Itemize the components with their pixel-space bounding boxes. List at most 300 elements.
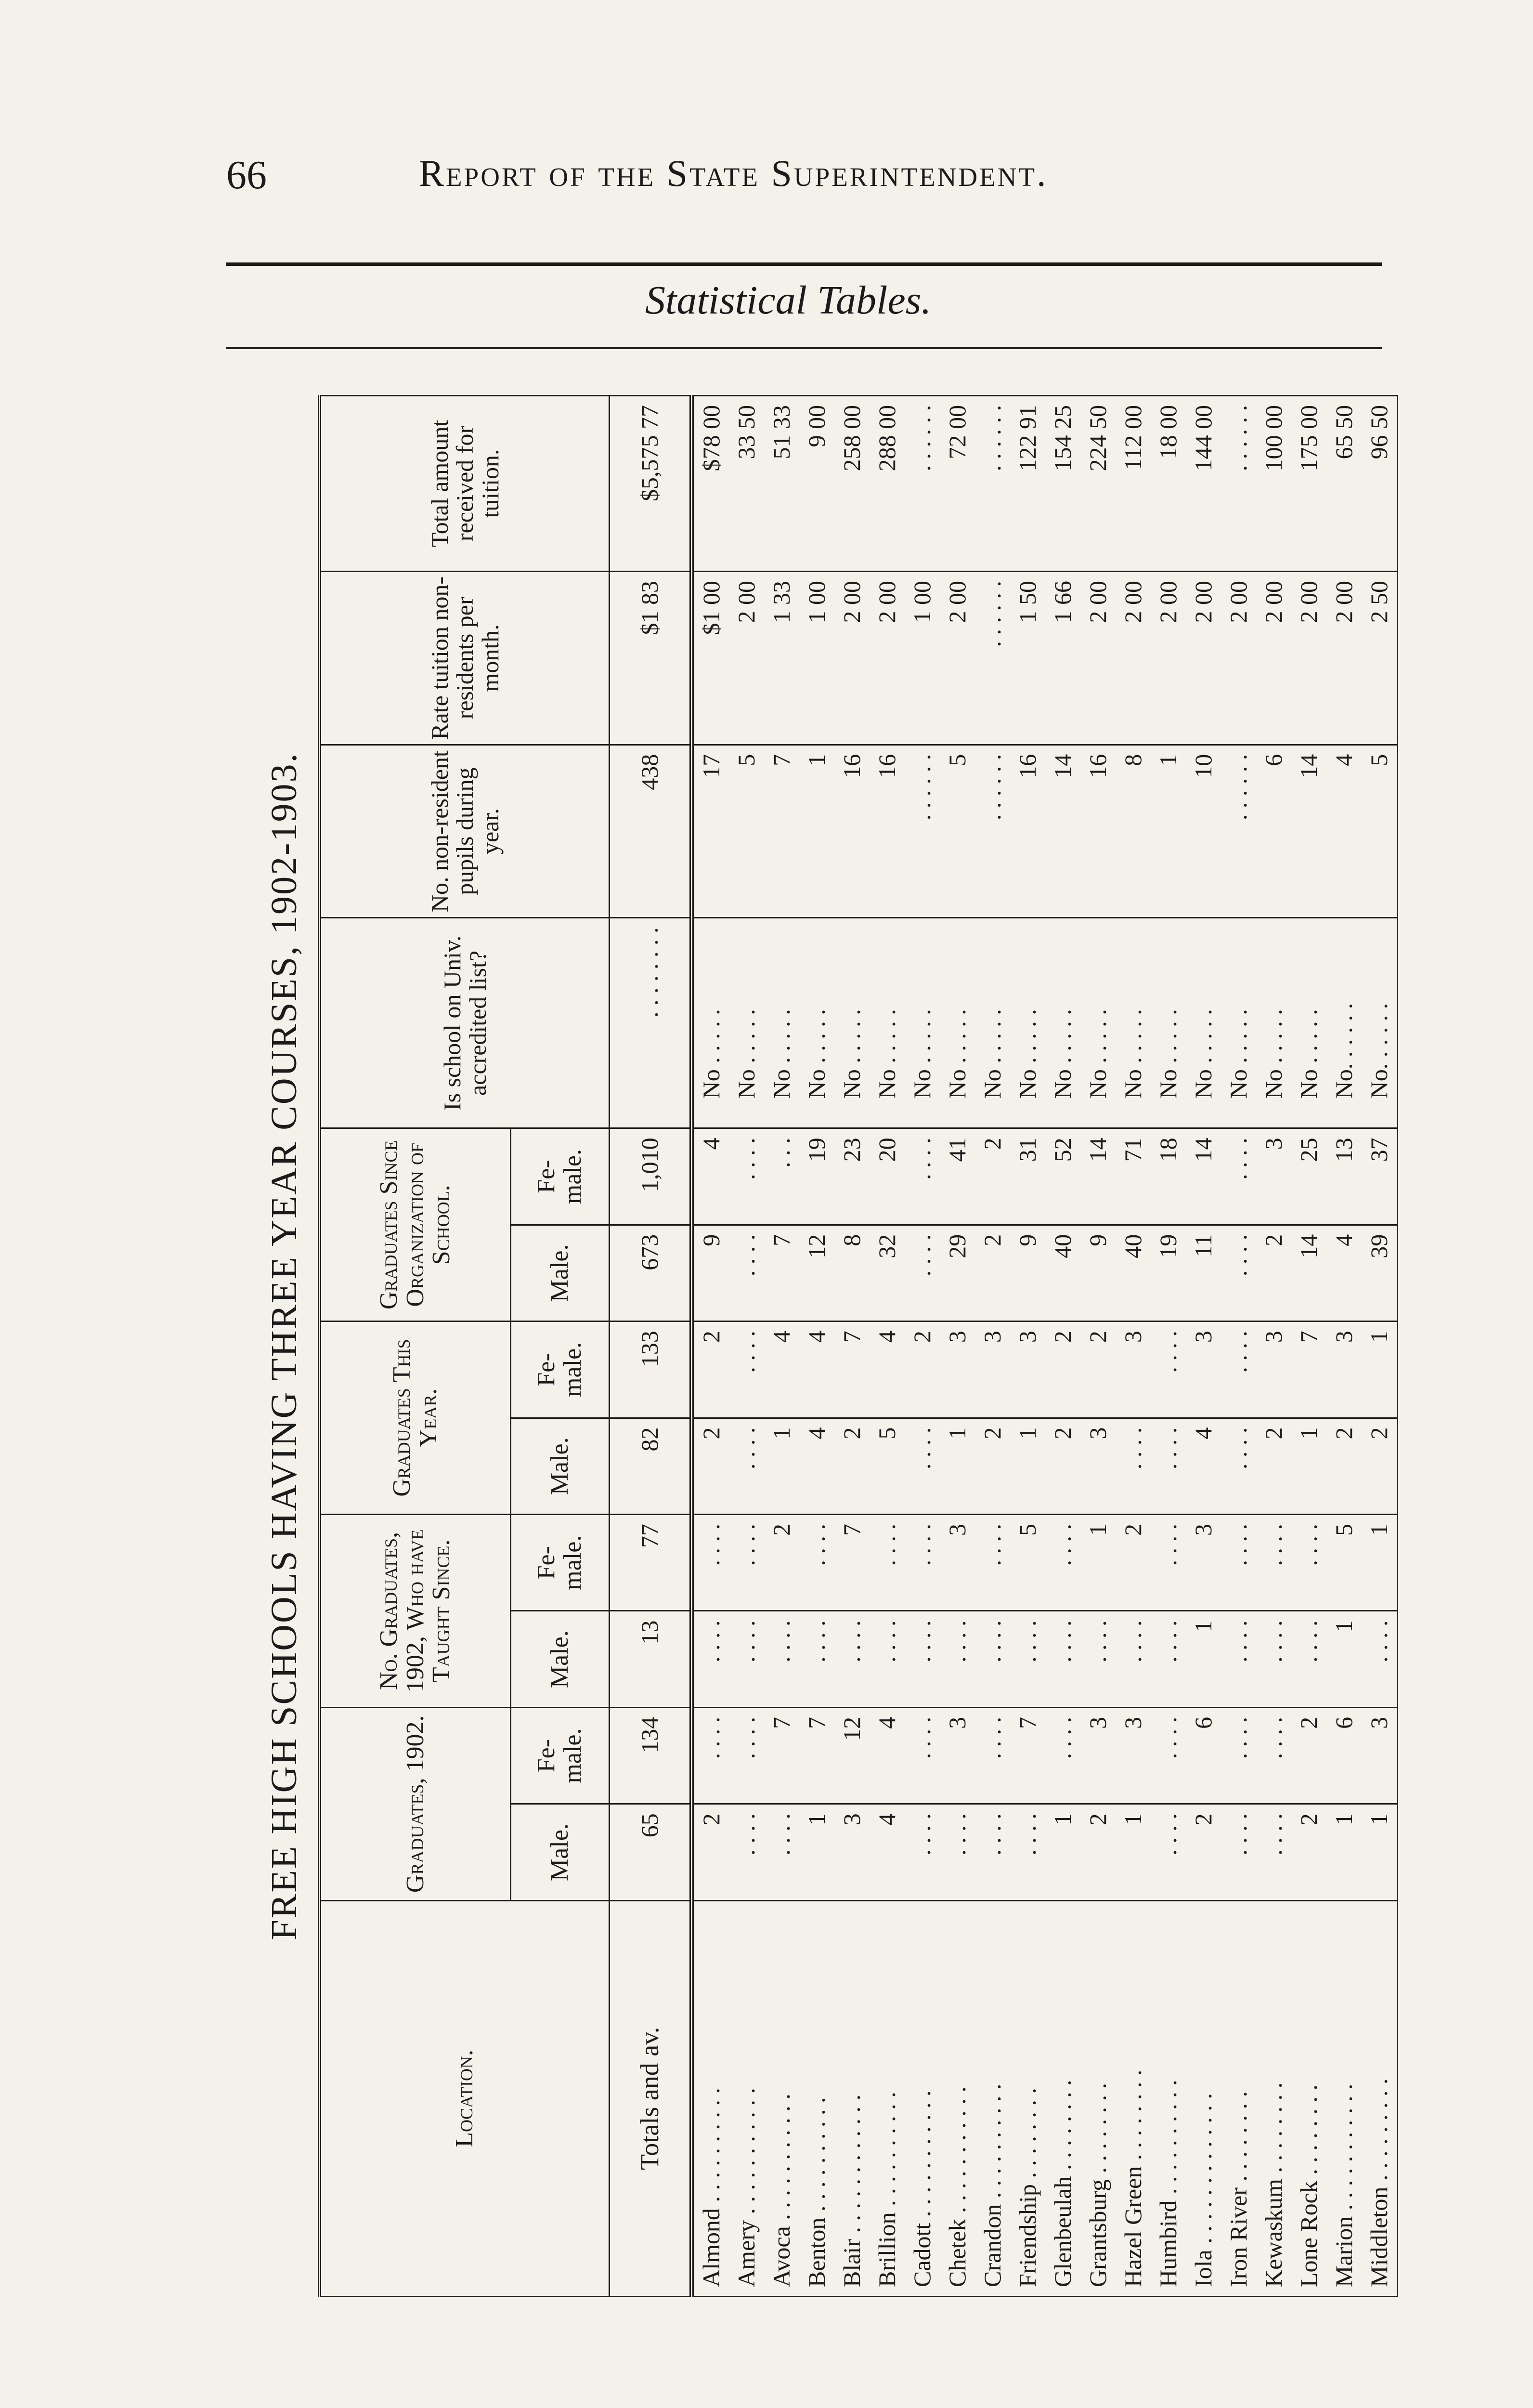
taught-male-cell: . . . .: [692, 1611, 729, 1707]
taught-female-cell: . . . .: [975, 1515, 1010, 1611]
graduates-1902-female-cell: . . . .: [1256, 1707, 1291, 1804]
since-org-female-cell: . . . .: [1221, 1128, 1256, 1225]
taught-male-cell: . . . .: [1045, 1611, 1080, 1707]
graduates-1902-female-cell: 6: [1326, 1707, 1362, 1804]
this-year-male-cell: . . . .: [729, 1418, 764, 1514]
rate-cell: 2 00: [1116, 572, 1151, 745]
taught-male-cell: . . . .: [940, 1611, 975, 1707]
total-tuition-cell: 51 33: [764, 396, 799, 572]
nonresident-cell: 16: [1080, 745, 1116, 918]
total-tuition-cell: 288 00: [870, 396, 905, 572]
header-graduates-since-org: Graduates Since Organization of School.: [320, 1128, 511, 1322]
taught-male-cell: . . . .: [1116, 1611, 1151, 1707]
total-tuition-cell: $78 00: [692, 396, 729, 572]
taught-male-cell: . . . .: [1010, 1611, 1045, 1707]
graduates-1902-male-cell: 1: [1362, 1804, 1398, 1900]
graduates-1902-female-cell: 3: [1362, 1707, 1398, 1804]
rate-cell: 2 00: [870, 572, 905, 745]
subheader-male: Male.: [511, 1611, 610, 1707]
graduates-1902-male-cell: 4: [870, 1804, 905, 1900]
rate-cell: 1 66: [1045, 572, 1080, 745]
totals-this-year-male: 82: [610, 1418, 692, 1514]
table-row: [940, 396, 975, 2297]
total-tuition-cell: . . . . . .: [905, 396, 940, 572]
table-title: FREE HIGH SCHOOLS HAVING THREE YEAR COURSES, 1902-1903.: [264, 752, 304, 1940]
location-cell: Glenbeulah . . . . . . . .: [1045, 1900, 1080, 2296]
rate-cell: 2 00: [1080, 572, 1116, 745]
this-year-male-cell: . . . .: [1221, 1418, 1256, 1514]
total-tuition-cell: 72 00: [940, 396, 975, 572]
accredited-cell: No . . . . .: [729, 918, 764, 1128]
nonresident-cell: 1: [799, 745, 834, 918]
nonresident-cell: 4: [1326, 745, 1362, 918]
table-row: [799, 396, 834, 2297]
taught-female-cell: . . . .: [870, 1515, 905, 1611]
location-cell: Kewaskum . . . . . . . .: [1256, 1900, 1291, 2296]
location-cell: Hazel Green . . . . . . . .: [1116, 1900, 1151, 2296]
this-year-female-cell: 3: [1186, 1322, 1221, 1418]
this-year-female-cell: 2: [1045, 1322, 1080, 1418]
this-year-female-cell: 2: [692, 1322, 729, 1418]
taught-female-cell: 2: [1116, 1515, 1151, 1611]
since-org-male-cell: 12: [799, 1225, 834, 1321]
statistics-table: [318, 395, 1398, 2297]
graduates-1902-male-cell: 2: [1186, 1804, 1221, 1900]
graduates-1902-female-cell: 3: [1080, 1707, 1116, 1804]
location-cell: Iron River . . . . . . . .: [1221, 1900, 1256, 2296]
graduates-1902-male-cell: . . . .: [1256, 1804, 1291, 1900]
accredited-cell: No. . . . . .: [1326, 918, 1362, 1128]
subheader-male: Male.: [511, 1804, 610, 1900]
table-row: [692, 396, 729, 2297]
rate-cell: 2 00: [1256, 572, 1291, 745]
taught-female-cell: . . . .: [905, 1515, 940, 1611]
total-tuition-cell: 33 50: [729, 396, 764, 572]
since-org-male-cell: 32: [870, 1225, 905, 1321]
table-row: [1045, 396, 1080, 2297]
table-row: [1116, 396, 1151, 2297]
since-org-female-cell: 14: [1186, 1128, 1221, 1225]
location-cell: Cadott . . . . . . . . . . .: [905, 1900, 940, 2296]
this-year-female-cell: 3: [1010, 1322, 1045, 1418]
rate-cell: 1 33: [764, 572, 799, 745]
taught-male-cell: . . . .: [1080, 1611, 1116, 1707]
nonresident-cell: 10: [1186, 745, 1221, 918]
since-org-male-cell: 29: [940, 1225, 975, 1321]
graduates-1902-male-cell: 2: [692, 1804, 729, 1900]
accredited-cell: No . . . . .: [1116, 918, 1151, 1128]
rate-cell: 2 00: [1151, 572, 1186, 745]
graduates-1902-female-cell: . . . .: [692, 1707, 729, 1804]
since-org-male-cell: 40: [1116, 1225, 1151, 1321]
this-year-female-cell: . . . .: [1151, 1322, 1186, 1418]
this-year-male-cell: 4: [1186, 1418, 1221, 1514]
graduates-1902-female-cell: 6: [1186, 1707, 1221, 1804]
taught-female-cell: 7: [834, 1515, 870, 1611]
since-org-male-cell: 9: [1080, 1225, 1116, 1321]
total-tuition-cell: 96 50: [1362, 396, 1398, 572]
location-cell: Amery . . . . . . . . . . .: [729, 1900, 764, 2296]
graduates-1902-female-cell: . . . .: [905, 1707, 940, 1804]
since-org-female-cell: 13: [1326, 1128, 1362, 1225]
this-year-female-cell: 2: [905, 1322, 940, 1418]
graduates-1902-male-cell: 2: [1080, 1804, 1116, 1900]
graduates-1902-male-cell: . . . .: [764, 1804, 799, 1900]
this-year-female-cell: 4: [870, 1322, 905, 1418]
this-year-male-cell: 2: [975, 1418, 1010, 1514]
total-tuition-cell: 154 25: [1045, 396, 1080, 572]
taught-female-cell: . . . .: [1256, 1515, 1291, 1611]
accredited-cell: No . . . . .: [905, 918, 940, 1128]
table-row: [975, 396, 1010, 2297]
table-row: [764, 396, 799, 2297]
taught-male-cell: . . . .: [1221, 1611, 1256, 1707]
taught-male-cell: . . . .: [1256, 1611, 1291, 1707]
table-row: [1256, 396, 1291, 2297]
rate-cell: 1 00: [799, 572, 834, 745]
accredited-cell: No . . . . .: [764, 918, 799, 1128]
graduates-1902-female-cell: 7: [764, 1707, 799, 1804]
nonresident-cell: 1: [1151, 745, 1186, 918]
section-rule: [226, 347, 1382, 349]
rate-cell: $1 00: [692, 572, 729, 745]
since-org-female-cell: 2: [975, 1128, 1010, 1225]
table-row: [834, 396, 870, 2297]
this-year-male-cell: 1: [1291, 1418, 1326, 1514]
taught-female-cell: . . . .: [692, 1515, 729, 1611]
graduates-1902-male-cell: . . . .: [905, 1804, 940, 1900]
taught-female-cell: . . . .: [1291, 1515, 1326, 1611]
totals-since-org-male: 673: [610, 1225, 692, 1321]
this-year-male-cell: 3: [1080, 1418, 1116, 1514]
since-org-male-cell: 2: [975, 1225, 1010, 1321]
since-org-female-cell: 18: [1151, 1128, 1186, 1225]
this-year-female-cell: 3: [975, 1322, 1010, 1418]
this-year-male-cell: . . . .: [1116, 1418, 1151, 1514]
running-head: Report of the State Superintendent.: [419, 152, 1048, 194]
accredited-cell: No . . . . .: [940, 918, 975, 1128]
this-year-female-cell: 3: [1256, 1322, 1291, 1418]
total-tuition-cell: . . . . . .: [975, 396, 1010, 572]
this-year-male-cell: 2: [1256, 1418, 1291, 1514]
graduates-1902-male-cell: 1: [1116, 1804, 1151, 1900]
graduates-1902-female-cell: 3: [1116, 1707, 1151, 1804]
page-number: 66: [226, 153, 267, 197]
taught-male-cell: . . . .: [975, 1611, 1010, 1707]
this-year-female-cell: 7: [834, 1322, 870, 1418]
this-year-male-cell: 1: [940, 1418, 975, 1514]
taught-male-cell: . . . .: [870, 1611, 905, 1707]
header-rule: [226, 262, 1382, 266]
nonresident-cell: 16: [870, 745, 905, 918]
graduates-1902-female-cell: 12: [834, 1707, 870, 1804]
rate-cell: 2 00: [1221, 572, 1256, 745]
nonresident-cell: . . . . . .: [1221, 745, 1256, 918]
since-org-female-cell: 20: [870, 1128, 905, 1225]
taught-female-cell: . . . .: [1045, 1515, 1080, 1611]
totals-accredited: . . . . . . . .: [610, 918, 692, 1128]
nonresident-cell: 5: [940, 745, 975, 918]
since-org-male-cell: 11: [1186, 1225, 1221, 1321]
this-year-male-cell: 1: [1010, 1418, 1045, 1514]
subheader-female: Fe-male.: [511, 1322, 610, 1418]
accredited-cell: No . . . . .: [1256, 918, 1291, 1128]
since-org-female-cell: . . . .: [905, 1128, 940, 1225]
location-cell: Almond . . . . . . . . . .: [692, 1900, 729, 2296]
table-row: [1080, 396, 1116, 2297]
table-row: [1010, 396, 1045, 2297]
this-year-male-cell: 4: [799, 1418, 834, 1514]
nonresident-cell: 6: [1256, 745, 1291, 918]
since-org-male-cell: 4: [1326, 1225, 1362, 1321]
since-org-female-cell: 71: [1116, 1128, 1151, 1225]
graduates-1902-female-cell: . . . .: [975, 1707, 1010, 1804]
graduates-1902-male-cell: 1: [1326, 1804, 1362, 1900]
location-cell: Middleton . . . . . . . . .: [1362, 1900, 1398, 2296]
nonresident-cell: 8: [1116, 745, 1151, 918]
since-org-male-cell: . . . .: [729, 1225, 764, 1321]
location-cell: Avoca . . . . . . . . . . .: [764, 1900, 799, 2296]
since-org-male-cell: 9: [692, 1225, 729, 1321]
header-rate: Rate tuition non-residents per month.: [320, 572, 610, 745]
totals-graduates-1902-female: 134: [610, 1707, 692, 1804]
location-cell: Lone Rock . . . . . . . .: [1291, 1900, 1326, 2296]
taught-female-cell: 1: [1080, 1515, 1116, 1611]
nonresident-cell: 17: [692, 745, 729, 918]
since-org-male-cell: 40: [1045, 1225, 1080, 1321]
accredited-cell: No . . . . .: [1151, 918, 1186, 1128]
this-year-male-cell: 1: [764, 1418, 799, 1514]
this-year-male-cell: 2: [834, 1418, 870, 1514]
total-tuition-cell: 258 00: [834, 396, 870, 572]
graduates-1902-female-cell: . . . .: [1221, 1707, 1256, 1804]
this-year-female-cell: 3: [1326, 1322, 1362, 1418]
header-graduates-1902: Graduates, 1902.: [320, 1707, 511, 1900]
rate-cell: 2 00: [1291, 572, 1326, 745]
this-year-female-cell: 2: [1080, 1322, 1116, 1418]
rate-cell: 2 00: [940, 572, 975, 745]
taught-male-cell: . . . .: [799, 1611, 834, 1707]
this-year-female-cell: 4: [764, 1322, 799, 1418]
this-year-female-cell: 3: [1116, 1322, 1151, 1418]
header-location: Location.: [320, 1900, 610, 2296]
since-org-female-cell: 3: [1256, 1128, 1291, 1225]
taught-male-cell: 1: [1326, 1611, 1362, 1707]
since-org-female-cell: 25: [1291, 1128, 1326, 1225]
this-year-male-cell: 5: [870, 1418, 905, 1514]
graduates-1902-female-cell: 4: [870, 1707, 905, 1804]
this-year-female-cell: 3: [940, 1322, 975, 1418]
taught-male-cell: . . . .: [1291, 1611, 1326, 1707]
accredited-cell: No . . . . .: [1186, 918, 1221, 1128]
since-org-male-cell: 14: [1291, 1225, 1326, 1321]
rate-cell: 2 50: [1362, 572, 1398, 745]
total-tuition-cell: 112 00: [1116, 396, 1151, 572]
table-row: [1291, 396, 1326, 2297]
taught-female-cell: 1: [1362, 1515, 1398, 1611]
accredited-cell: No . . . . .: [1080, 918, 1116, 1128]
totals-row: [610, 396, 692, 2297]
accredited-cell: No . . . . .: [1010, 918, 1045, 1128]
accredited-cell: No. . . . . .: [1362, 918, 1398, 1128]
graduates-1902-male-cell: . . . .: [729, 1804, 764, 1900]
taught-female-cell: . . . .: [799, 1515, 834, 1611]
since-org-male-cell: 9: [1010, 1225, 1045, 1321]
rotated-table-container: [250, 395, 1392, 2297]
location-cell: Chetek . . . . . . . . . . .: [940, 1900, 975, 2296]
totals-taught-male: 13: [610, 1611, 692, 1707]
since-org-female-cell: . . .: [764, 1128, 799, 1225]
graduates-1902-male-cell: . . . .: [1221, 1804, 1256, 1900]
location-cell: Friendship . . . . . . . .: [1010, 1900, 1045, 2296]
totals-label: Totals and av.: [610, 1900, 692, 2296]
total-tuition-cell: 18 00: [1151, 396, 1186, 572]
this-year-male-cell: 2: [1045, 1418, 1080, 1514]
total-tuition-cell: 122 91: [1010, 396, 1045, 572]
total-tuition-cell: . . . . . .: [1221, 396, 1256, 572]
this-year-male-cell: . . . .: [905, 1418, 940, 1514]
rate-cell: . . . . . .: [975, 572, 1010, 745]
rate-cell: 2 00: [834, 572, 870, 745]
nonresident-cell: 5: [1362, 745, 1398, 918]
nonresident-cell: 5: [729, 745, 764, 918]
nonresident-cell: 16: [1010, 745, 1045, 918]
total-tuition-cell: 175 00: [1291, 396, 1326, 572]
taught-female-cell: . . . .: [1151, 1515, 1186, 1611]
totals-since-org-female: 1,010: [610, 1128, 692, 1225]
graduates-1902-male-cell: . . . .: [975, 1804, 1010, 1900]
nonresident-cell: . . . . . .: [905, 745, 940, 918]
totals-graduates-1902-male: 65: [610, 1804, 692, 1900]
location-cell: Blair . . . . . . . . . . . .: [834, 1900, 870, 2296]
since-org-female-cell: 31: [1010, 1128, 1045, 1225]
since-org-female-cell: 4: [692, 1128, 729, 1225]
table-row: [905, 396, 940, 2297]
rate-cell: 1 50: [1010, 572, 1045, 745]
graduates-1902-female-cell: 7: [799, 1707, 834, 1804]
location-cell: Crandon . . . . . . . . . .: [975, 1900, 1010, 2296]
since-org-female-cell: . . . .: [729, 1128, 764, 1225]
totals-rate: $1 83: [610, 572, 692, 745]
taught-female-cell: 5: [1010, 1515, 1045, 1611]
since-org-male-cell: . . . .: [1221, 1225, 1256, 1321]
accredited-cell: No . . . . .: [834, 918, 870, 1128]
taught-female-cell: . . . .: [1221, 1515, 1256, 1611]
since-org-female-cell: 14: [1080, 1128, 1116, 1225]
graduates-1902-female-cell: . . . .: [729, 1707, 764, 1804]
taught-male-cell: . . . .: [1151, 1611, 1186, 1707]
subheader-male: Male.: [511, 1225, 610, 1321]
taught-male-cell: 1: [1186, 1611, 1221, 1707]
location-cell: Benton . . . . . . . . . .: [799, 1900, 834, 2296]
accredited-cell: No . . . . .: [1045, 918, 1080, 1128]
this-year-female-cell: 1: [1362, 1322, 1398, 1418]
since-org-male-cell: 39: [1362, 1225, 1398, 1321]
accredited-cell: No . . . . .: [692, 918, 729, 1128]
graduates-1902-male-cell: 1: [1045, 1804, 1080, 1900]
location-cell: Marion . . . . . . . . . . .: [1326, 1900, 1362, 2296]
since-org-female-cell: 41: [940, 1128, 975, 1225]
location-cell: Iola . . . . . . . . . . . . .: [1186, 1900, 1221, 2296]
header-graduates-this-year: Graduates This Year.: [320, 1322, 511, 1515]
taught-female-cell: 2: [764, 1515, 799, 1611]
nonresident-cell: 14: [1291, 745, 1326, 918]
accredited-cell: No . . . . .: [975, 918, 1010, 1128]
since-org-female-cell: 52: [1045, 1128, 1080, 1225]
rate-cell: 1 00: [905, 572, 940, 745]
header-accredited: Is school on Univ. accredited list?: [320, 918, 610, 1128]
this-year-male-cell: 2: [692, 1418, 729, 1514]
graduates-1902-female-cell: 2: [1291, 1707, 1326, 1804]
graduates-1902-male-cell: 1: [799, 1804, 834, 1900]
table-row: [1362, 396, 1398, 2297]
taught-male-cell: . . . .: [1362, 1611, 1398, 1707]
total-tuition-cell: 100 00: [1256, 396, 1291, 572]
location-cell: Humbird . . . . . . . . . .: [1151, 1900, 1186, 2296]
subheader-female: Fe-male.: [511, 1128, 610, 1225]
totals-total-tuition: $5,575 77: [610, 396, 692, 572]
header-nonresident: No. non-resident pupils during year.: [320, 745, 610, 918]
table-row: [870, 396, 905, 2297]
this-year-male-cell: 2: [1362, 1418, 1398, 1514]
section-title: Statistical Tables.: [645, 278, 932, 323]
since-org-male-cell: 8: [834, 1225, 870, 1321]
rate-cell: 2 00: [1326, 572, 1362, 745]
taught-male-cell: . . . .: [834, 1611, 870, 1707]
taught-female-cell: 5: [1326, 1515, 1362, 1611]
graduates-1902-male-cell: . . . .: [1151, 1804, 1186, 1900]
totals-taught-female: 77: [610, 1515, 692, 1611]
this-year-female-cell: 4: [799, 1322, 834, 1418]
this-year-female-cell: . . . .: [1221, 1322, 1256, 1418]
since-org-male-cell: 7: [764, 1225, 799, 1321]
accredited-cell: No . . . . .: [1291, 918, 1326, 1128]
rate-cell: 2 00: [1186, 572, 1221, 745]
total-tuition-cell: 144 00: [1186, 396, 1221, 572]
graduates-1902-female-cell: . . . .: [1151, 1707, 1186, 1804]
table-row: [1221, 396, 1256, 2297]
this-year-female-cell: . . . .: [729, 1322, 764, 1418]
since-org-female-cell: 23: [834, 1128, 870, 1225]
this-year-male-cell: . . . .: [1151, 1418, 1186, 1514]
nonresident-cell: 16: [834, 745, 870, 918]
table-row: [1326, 396, 1362, 2297]
taught-male-cell: . . . .: [729, 1611, 764, 1707]
subheader-male: Male.: [511, 1418, 610, 1514]
graduates-1902-female-cell: . . . .: [1045, 1707, 1080, 1804]
total-tuition-cell: 65 50: [1326, 396, 1362, 572]
graduates-1902-male-cell: 3: [834, 1804, 870, 1900]
total-tuition-cell: 9 00: [799, 396, 834, 572]
since-org-female-cell: 19: [799, 1128, 834, 1225]
table-row: [729, 396, 764, 2297]
nonresident-cell: . . . . . .: [975, 745, 1010, 918]
taught-male-cell: . . . .: [905, 1611, 940, 1707]
accredited-cell: No . . . . .: [799, 918, 834, 1128]
accredited-cell: No . . . . .: [1221, 918, 1256, 1128]
since-org-male-cell: 19: [1151, 1225, 1186, 1321]
graduates-1902-female-cell: 3: [940, 1707, 975, 1804]
subheader-female: Fe-male.: [511, 1515, 610, 1611]
this-year-male-cell: 2: [1326, 1418, 1362, 1514]
location-cell: Grantsburg . . . . . . . .: [1080, 1900, 1116, 2296]
since-org-male-cell: 2: [1256, 1225, 1291, 1321]
since-org-male-cell: . . . .: [905, 1225, 940, 1321]
this-year-female-cell: 7: [1291, 1322, 1326, 1418]
totals-nonresident: 438: [610, 745, 692, 918]
accredited-cell: No . . . . .: [870, 918, 905, 1128]
rate-cell: 2 00: [729, 572, 764, 745]
